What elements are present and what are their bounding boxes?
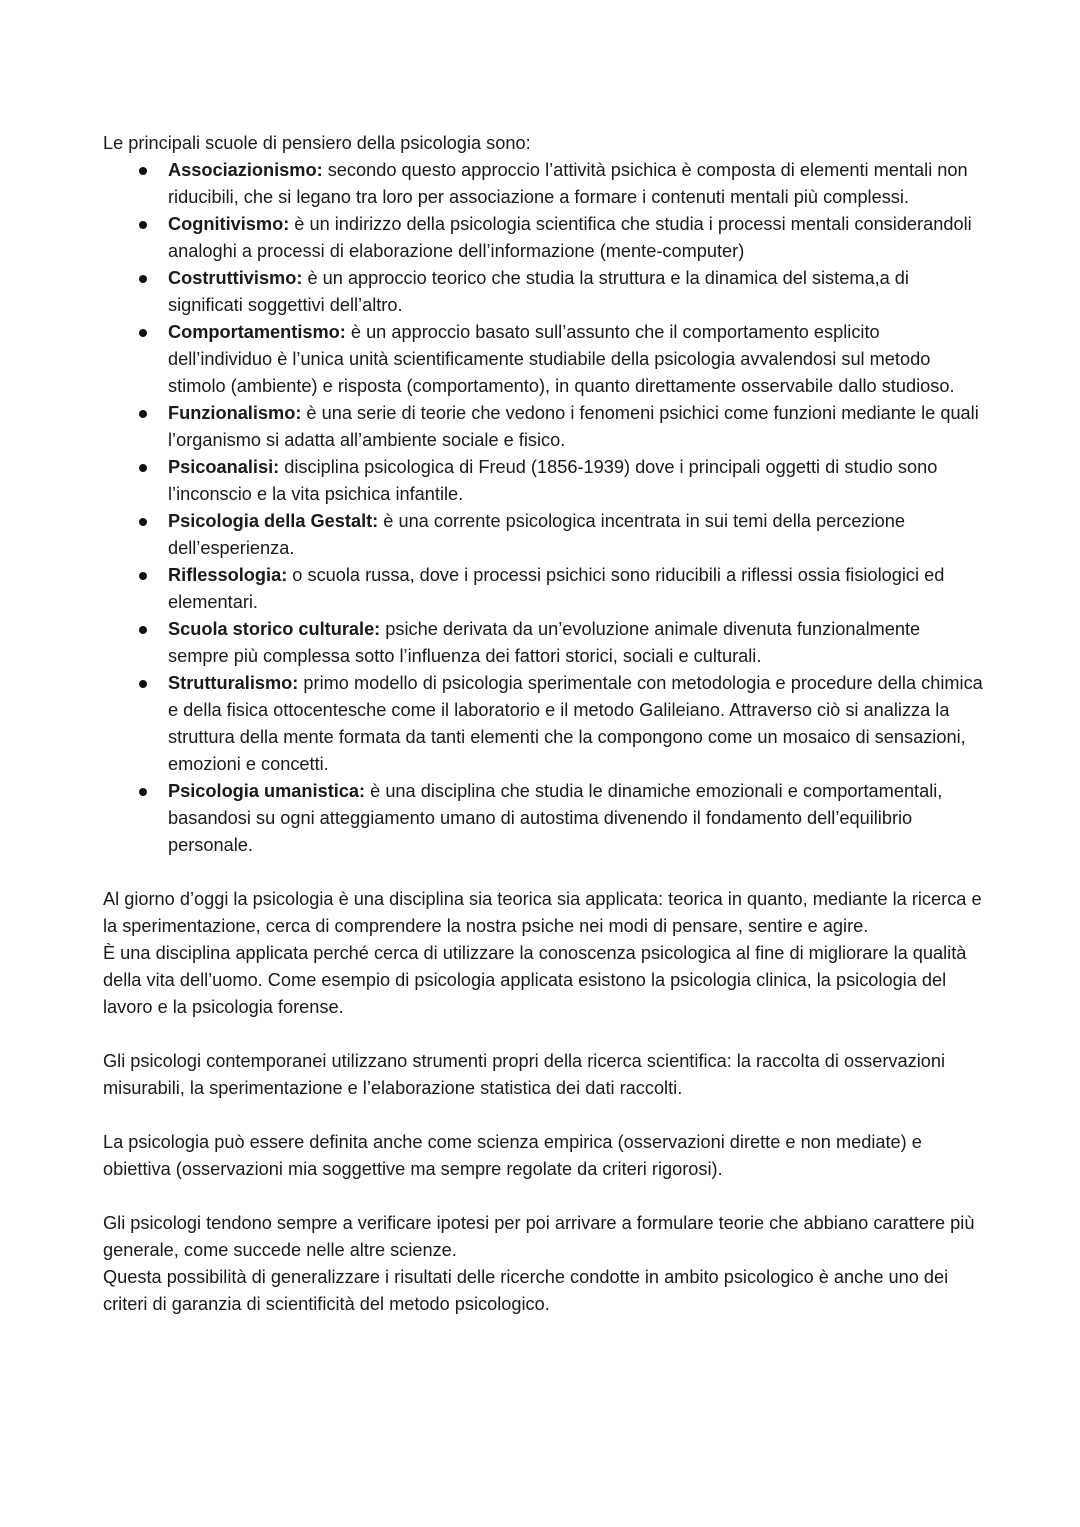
paragraph: Gli psicologi contemporanei utilizzano strumenti propri della ricerca scientifica: la raccolta di osservazioni misurabili, la sperimentazione e l’elaborazione statistica dei dati raccolti. bbox=[103, 1051, 946, 1098]
bullet-icon bbox=[139, 410, 147, 418]
definition: o scuola russa, dove i processi psichici sono riducibili a riflessi ossia fisiologici ed elementari. bbox=[168, 565, 945, 612]
bullet-icon bbox=[139, 329, 147, 337]
paragraph: Gli psicologi tendono sempre a verificare ipotesi per poi arrivare a formulare teorie che abbiano carattere più generale, come succede nelle altre scienze. bbox=[103, 1213, 975, 1260]
definition: disciplina psicologica di Freud (1856-1939) dove i principali oggetti di studio sono l’inconscio e la vita psichica infantile. bbox=[168, 457, 938, 504]
bullet-icon bbox=[139, 572, 147, 580]
paragraph: Al giorno d’oggi la psicologia è una disciplina sia teorica sia applicata: teorica in quanto, mediante la ricerca e la sperimentazione, cerca di comprendere la nostra psiche nei modi di pensare, sentire e agire. bbox=[103, 889, 982, 936]
term: Comportamentismo: bbox=[168, 322, 346, 342]
list-item bbox=[103, 562, 983, 616]
list-item bbox=[103, 400, 983, 454]
bullet-icon bbox=[139, 626, 147, 634]
schools-list bbox=[103, 157, 983, 859]
list-item bbox=[103, 508, 983, 562]
term: Cognitivismo: bbox=[168, 214, 290, 234]
bullet-icon bbox=[139, 788, 147, 796]
bullet-icon bbox=[139, 464, 147, 472]
term: Scuola storico culturale: bbox=[168, 619, 381, 639]
term: Psicoanalisi: bbox=[168, 457, 280, 477]
list-item bbox=[103, 616, 983, 670]
bullet-icon bbox=[139, 275, 147, 283]
term: Funzionalismo: bbox=[168, 403, 302, 423]
definition: è un approccio basato sull’assunto che il comportamento esplicito dell’individuo è l’unica unità scientificamente studiabile della psicologia avvalendosi sul metodo stimolo (ambiente) e risposta (comportamento), in quanto direttamente osservabile dallo studioso. bbox=[168, 322, 955, 396]
list-item bbox=[103, 454, 983, 508]
bullet-icon bbox=[139, 221, 147, 229]
list-item bbox=[103, 778, 983, 859]
definition: è un indirizzo della psicologia scientifica che studia i processi mentali considerandoli analoghi a processi di elaborazione dell’informazione (mente-computer) bbox=[168, 214, 972, 261]
term: Associazionismo: bbox=[168, 160, 323, 180]
bullet-icon bbox=[139, 167, 147, 175]
list-item bbox=[103, 319, 983, 400]
term: Riflessologia: bbox=[168, 565, 288, 585]
paragraph: È una disciplina applicata perché cerca di utilizzare la conoscenza psicologica al fine di migliorare la qualità della vita dell’uomo. Come esempio di psicologia applicata esistono la psicologia clinica, la psicologia del lavoro e la psicologia forense. bbox=[103, 943, 967, 1017]
list-item bbox=[103, 670, 983, 778]
definition: è una corrente psicologica incentrata in sui temi della percezione dell’esperienza. bbox=[168, 511, 905, 558]
term: Strutturalismo: bbox=[168, 673, 299, 693]
intro-text: Le principali scuole di pensiero della psicologia sono: bbox=[103, 133, 531, 153]
bullet-icon bbox=[139, 518, 147, 526]
definition: è una serie di teorie che vedono i fenomeni psichici come funzioni mediante le quali l’organismo si adatta all’ambiente sociale e fisico. bbox=[168, 403, 979, 450]
document-page bbox=[103, 130, 983, 1318]
definition: secondo questo approccio l’attività psichica è composta di elementi mentali non riducibili, che si legano tra loro per associazione a formare i contenuti mentali più complessi. bbox=[168, 160, 968, 207]
definition: psiche derivata da un’evoluzione animale divenuta funzionalmente sempre più complessa sotto l’influenza dei fattori storici, sociali e culturali. bbox=[168, 619, 921, 666]
term: Psicologia umanistica: bbox=[168, 781, 366, 801]
term: Costruttivismo: bbox=[168, 268, 303, 288]
list-item bbox=[103, 265, 983, 319]
bullet-icon bbox=[139, 680, 147, 688]
list-item bbox=[103, 211, 983, 265]
paragraph: Questa possibilità di generalizzare i risultati delle ricerche condotte in ambito psicologico è anche uno dei criteri di garanzia di scientificità del metodo psicologico. bbox=[103, 1267, 949, 1314]
definition: è un approccio teorico che studia la struttura e la dinamica del sistema,a di significati soggettivi dell’altro. bbox=[168, 268, 909, 315]
list-item bbox=[103, 157, 983, 211]
definition: primo modello di psicologia sperimentale con metodologia e procedure della chimica e della fisica ottocentesche come il laboratorio e il metodo Galileiano. Attraverso ciò si analizza la struttura della mente formata da tanti elementi che la compongono come un mosaico di sensazioni, emozioni e concetti. bbox=[168, 673, 983, 774]
paragraph: La psicologia può essere definita anche come scienza empirica (osservazioni dirette e non mediate) e obiettiva (osservazioni mia soggettive ma sempre regolate da criteri rigorosi). bbox=[103, 1132, 922, 1179]
definition: è una disciplina che studia le dinamiche emozionali e comportamentali, basandosi su ogni atteggiamento umano di autostima divenendo il fondamento dell’equilibrio personale. bbox=[168, 781, 943, 855]
term: Psicologia della Gestalt: bbox=[168, 511, 379, 531]
